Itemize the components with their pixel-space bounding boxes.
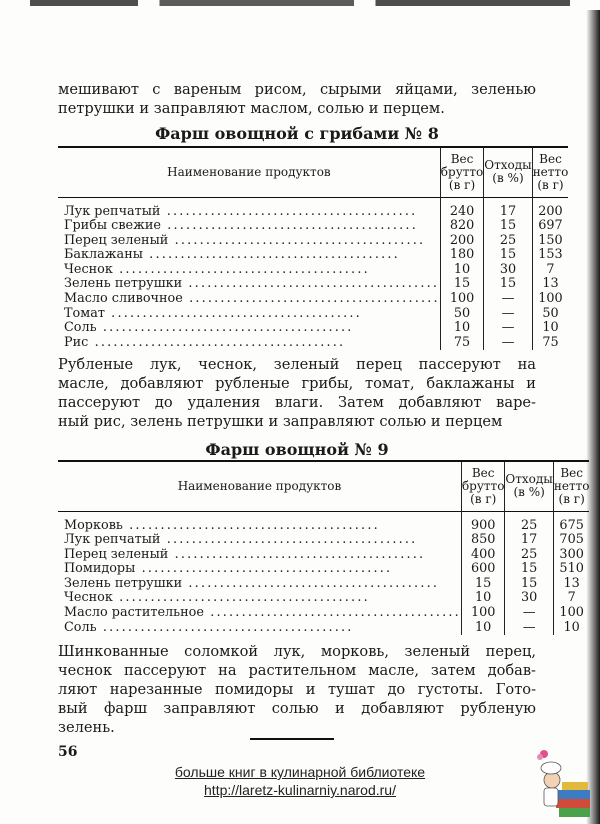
leader-dots: ........................................ <box>112 262 370 277</box>
product-name-text: Зелень петрушки <box>64 277 183 292</box>
cell-netto: 10 <box>532 321 568 336</box>
table-header-row <box>58 461 589 511</box>
cell-netto: 13 <box>553 577 589 592</box>
product-name-text: Перец зеленый <box>64 547 169 562</box>
page-number: 56 <box>58 744 78 760</box>
header-line: нетто <box>532 164 569 179</box>
cell-brutto: 600 <box>461 562 504 577</box>
table-row <box>58 606 589 621</box>
cell-netto: 150 <box>532 234 568 249</box>
table-row <box>58 263 568 278</box>
product-name-text: Масло растительное <box>64 606 204 621</box>
cell-brutto: 15 <box>440 277 483 292</box>
leader-dots: ........................................ <box>182 277 440 292</box>
cell-netto: 13 <box>532 277 568 292</box>
product-name <box>58 307 440 322</box>
scan-top-edge <box>30 0 570 6</box>
cell-netto: 10 <box>553 621 589 636</box>
cell-waste: — <box>505 606 553 621</box>
header-line: брутто <box>461 478 505 493</box>
cell-waste: — <box>484 307 532 322</box>
header-line: Вес <box>539 151 562 166</box>
text-line: петрушки и заправляют маслом, солью и перцем. <box>58 100 445 117</box>
cell-brutto: 15 <box>461 577 504 592</box>
cell-netto: 675 <box>553 511 589 533</box>
table-row <box>58 292 568 307</box>
text-line: пассеруют до удаления влаги. Затем добавляют варе- <box>58 394 536 411</box>
product-name <box>58 548 461 563</box>
recipe-9-title: Фарш овощной № 9 <box>205 440 389 459</box>
cell-brutto: 100 <box>440 292 483 307</box>
cell-brutto: 900 <box>461 511 504 533</box>
product-name-text: Чеснок <box>64 262 113 277</box>
section-divider <box>250 738 334 740</box>
cook-head <box>544 772 560 788</box>
header-line: (в г) <box>448 177 476 192</box>
product-name <box>58 248 440 263</box>
book-green <box>559 808 590 817</box>
leader-dots: ........................................ <box>160 533 418 548</box>
table-row <box>58 197 568 219</box>
cell-netto: 100 <box>532 292 568 307</box>
cell-waste: 15 <box>505 562 553 577</box>
cell-waste: — <box>484 292 532 307</box>
cell-waste: 25 <box>505 511 553 533</box>
table-row <box>58 577 589 592</box>
product-name <box>58 277 440 292</box>
product-name <box>58 234 440 249</box>
cell-brutto: 10 <box>461 591 504 606</box>
text-line: вый фарш заправляют солью и добавляют рубленую <box>58 700 536 717</box>
cell-waste: 15 <box>505 577 553 592</box>
header-name: Наименование продуктов <box>177 478 342 493</box>
cell-netto: 50 <box>532 307 568 322</box>
leader-dots: ........................................ <box>168 547 426 562</box>
book-red <box>556 799 590 808</box>
cell-waste: 15 <box>484 277 532 292</box>
product-name <box>58 562 461 577</box>
text-line: Шинкованные соломкой лук, морковь, зеленый перец, <box>58 643 536 660</box>
cell-netto: 510 <box>553 562 589 577</box>
cell-netto: 705 <box>553 533 589 548</box>
header-line: (в %) <box>513 485 545 500</box>
cell-netto: 300 <box>553 548 589 563</box>
cell-brutto: 75 <box>440 336 483 351</box>
table-row <box>58 621 589 636</box>
cell-netto: 200 <box>532 197 568 219</box>
table-row <box>58 219 568 234</box>
leader-dots: ........................................ <box>104 306 362 321</box>
cell-brutto: 200 <box>440 234 483 249</box>
product-name-text: Помидоры <box>64 562 136 577</box>
product-name-text: Соль <box>64 620 97 635</box>
book-blue <box>558 790 590 799</box>
table-row <box>58 277 568 292</box>
header-line: (в г) <box>558 491 585 506</box>
product-name <box>58 336 440 351</box>
leader-dots: ........................................ <box>96 321 354 336</box>
product-name <box>58 219 440 234</box>
cell-brutto: 10 <box>461 621 504 636</box>
cell-waste: 15 <box>484 219 532 234</box>
header-line: Отходы <box>484 158 532 173</box>
cell-brutto: 10 <box>440 321 483 336</box>
cell-netto: 7 <box>553 591 589 606</box>
product-name-text: Зелень петрушки <box>64 576 183 591</box>
cell-netto: 100 <box>553 606 589 621</box>
cell-brutto: 10 <box>440 263 483 278</box>
library-link-text[interactable]: больше книг в кулинарной библиотеке <box>174 764 426 780</box>
product-name <box>58 577 461 592</box>
header-brutto <box>440 147 483 197</box>
leader-dots: ........................................ <box>135 562 393 577</box>
chef-hat <box>541 762 561 774</box>
product-name <box>58 197 440 219</box>
product-name-text: Морковь <box>64 517 123 533</box>
header-name: Наименование продуктов <box>167 164 331 179</box>
product-name-text: Томат <box>64 306 105 321</box>
text-line: масле, добавляют рубленые грибы, томат, баклажаны и <box>58 375 536 392</box>
cell-brutto: 850 <box>461 533 504 548</box>
header-line: нетто <box>553 478 590 493</box>
text-line: чеснок пассеруют на растительном масле, затем добав- <box>58 662 536 679</box>
cell-brutto: 100 <box>461 606 504 621</box>
cell-waste: — <box>484 321 532 336</box>
table-row <box>58 336 568 351</box>
product-name-text: Лук репчатый <box>64 533 161 548</box>
table-row <box>58 591 589 606</box>
product-name <box>58 321 440 336</box>
product-name <box>58 591 461 606</box>
cell-waste: 25 <box>505 548 553 563</box>
product-name-text: Рис <box>64 335 89 350</box>
leader-dots: ........................................ <box>160 219 418 234</box>
leader-dots: ........................................ <box>122 517 380 533</box>
leader-dots: ........................................ <box>96 620 354 635</box>
cell-waste: 17 <box>484 197 532 219</box>
leader-dots: ........................................ <box>182 292 440 307</box>
flower-petal <box>537 754 543 760</box>
recipe-9-instructions <box>58 642 536 737</box>
intro-paragraph <box>58 80 536 118</box>
header-netto <box>532 147 568 197</box>
table-body <box>58 511 589 635</box>
table-row <box>58 533 589 548</box>
text-line: мешивают с вареным рисом, сырыми яйцами, зеленью <box>58 81 536 98</box>
leader-dots: ........................................ <box>160 203 418 219</box>
cell-brutto: 240 <box>440 197 483 219</box>
leader-dots: ........................................ <box>203 606 461 621</box>
table-row <box>58 307 568 322</box>
table-body <box>58 197 568 350</box>
cook-books-logo <box>536 744 592 818</box>
book-yellow <box>562 782 588 790</box>
leader-dots: ........................................ <box>142 248 400 263</box>
leader-dots: ........................................ <box>112 591 370 606</box>
cell-brutto: 180 <box>440 248 483 263</box>
recipe-8-table <box>58 146 568 350</box>
header-line: Вес <box>471 465 495 480</box>
cook-body <box>544 788 558 806</box>
header-line: Вес <box>450 151 474 166</box>
product-name-text: Чеснок <box>64 591 113 606</box>
product-name <box>58 533 461 548</box>
table-row <box>58 562 589 577</box>
product-name-text: Грибы свежие <box>64 219 161 234</box>
cell-netto: 75 <box>532 336 568 351</box>
product-name <box>58 511 461 533</box>
product-name <box>58 621 461 636</box>
product-name-text: Лук репчатый <box>64 203 161 219</box>
text-line: ляют нарезанные помидоры и тушат до густоты. Гото- <box>58 681 536 698</box>
header-waste <box>484 147 532 197</box>
leader-dots: ........................................ <box>88 335 346 350</box>
product-name-text: Соль <box>64 321 97 336</box>
table-row <box>58 321 568 336</box>
product-name <box>58 292 440 307</box>
header-line: Отходы <box>505 472 553 487</box>
header-line: брутто <box>440 164 484 179</box>
cell-netto: 697 <box>532 219 568 234</box>
cell-netto: 153 <box>532 248 568 263</box>
cell-waste: 30 <box>505 591 553 606</box>
library-url-link[interactable]: http://laretz-kulinarniy.narod.ru/ <box>204 782 396 798</box>
cell-netto: 7 <box>532 263 568 278</box>
table-header-row <box>58 147 568 197</box>
text-line: зелень. <box>58 719 115 736</box>
header-line: Вес <box>560 465 583 480</box>
header-line: (в г) <box>537 177 564 192</box>
table-row <box>58 548 589 563</box>
table-row <box>58 511 589 533</box>
product-name-text: Перец зеленый <box>64 233 169 248</box>
leader-dots: ........................................ <box>168 233 426 248</box>
text-line: ный рис, зелень петрушки и заправляют солью и перцем <box>58 413 503 430</box>
header-line: (в г) <box>470 491 497 506</box>
cell-brutto: 400 <box>461 548 504 563</box>
header-line: (в %) <box>492 171 524 186</box>
cell-brutto: 50 <box>440 307 483 322</box>
scan-right-edge <box>586 10 600 824</box>
cell-waste: 17 <box>505 533 553 548</box>
text-line: Рубленые лук, чеснок, зеленый перец пассеруют на <box>58 356 536 373</box>
table-row <box>58 234 568 249</box>
product-name-text: Масло сливочное <box>64 292 183 307</box>
recipe-8-instructions <box>58 355 536 431</box>
table-row <box>58 248 568 263</box>
cell-brutto: 820 <box>440 219 483 234</box>
header-netto <box>553 461 589 511</box>
cell-waste: 15 <box>484 248 532 263</box>
product-name <box>58 263 440 278</box>
product-name <box>58 606 461 621</box>
leader-dots: ........................................ <box>182 576 440 591</box>
header-brutto <box>461 461 504 511</box>
cell-waste: 25 <box>484 234 532 249</box>
recipe-9-table <box>58 460 589 635</box>
product-name-text: Баклажаны <box>64 248 143 263</box>
cell-waste: — <box>505 621 553 636</box>
cell-waste: 30 <box>484 263 532 278</box>
recipe-8-title: Фарш овощной с грибами № 8 <box>155 124 439 143</box>
cell-waste: — <box>484 336 532 351</box>
header-waste <box>505 461 553 511</box>
